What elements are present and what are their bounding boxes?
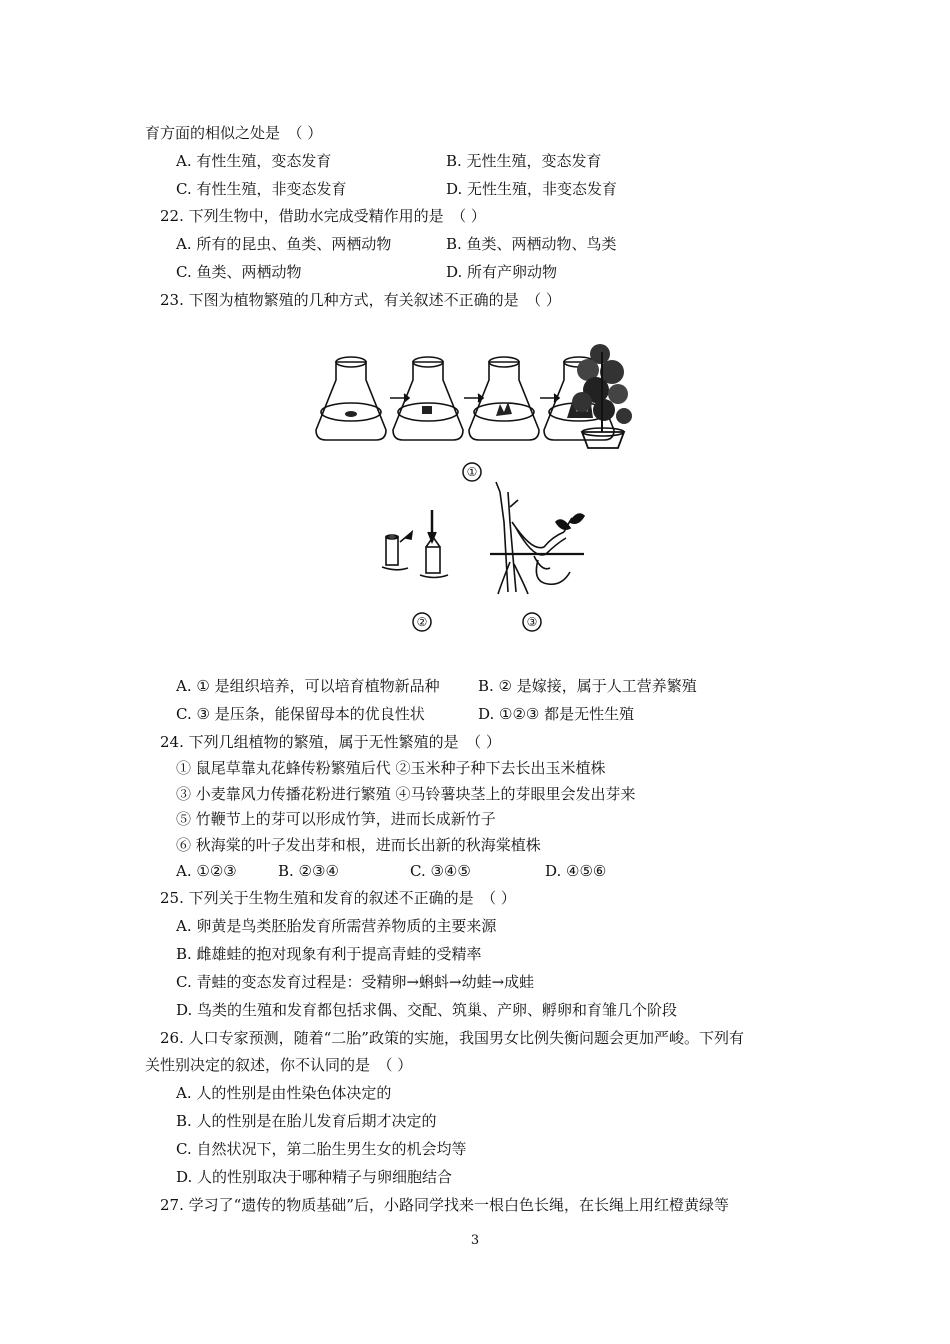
q26-stem-line2: 关性别决定的叙述，你不认同的是 （ ） [145, 1056, 413, 1074]
q25-option-a: A. 卵黄是鸟类胚胎发育所需营养物质的主要来源 [176, 917, 497, 935]
q21-option-b: B. 无性生殖，变态发育 [446, 152, 602, 170]
q24-item-3: ⑤ 竹鞭节上的芽可以形成竹笋，进而长成新竹子 [176, 810, 496, 828]
q23-option-d: D. ①②③ 都是无性生殖 [478, 705, 635, 723]
figure-label-3: ③ [526, 615, 538, 629]
q26-option-a: A. 人的性别是由性染色体决定的 [176, 1084, 392, 1102]
layering-illustration [490, 482, 584, 594]
q24-option-d: D. ④⑤⑥ [545, 862, 607, 880]
q25-stem: 25. 下列关于生物生殖和发育的叙述不正确的是 （ ） [160, 889, 516, 907]
q25-option-d: D. 鸟类的生殖和发育都包括求偶、交配、筑巢、产卵、孵卵和育雏几个阶段 [176, 1001, 678, 1019]
plant-propagation-figure [312, 332, 642, 637]
q22-stem: 22. 下列生物中，借助水完成受精作用的是 （ ） [160, 207, 486, 225]
q25-option-c: C. 青蛙的变态发育过程是：受精卵→蝌蚪→幼蛙→成蛙 [176, 973, 535, 991]
q23-option-a: A. ① 是组织培养，可以培育植物新品种 [176, 677, 440, 695]
q21-option-a: A. 有性生殖，变态发育 [176, 152, 332, 170]
q24-item-2: ③ 小麦靠风力传播花粉进行繁殖 ④马铃薯块茎上的芽眼里会发出芽来 [176, 785, 636, 803]
grafting-illustration [382, 510, 448, 578]
q27-stem-line1: 27. 学习了“遗传的物质基础”后，小路同学找来一根白色长绳，在长绳上用红橙黄绿等 [160, 1196, 729, 1214]
q24-item-1: ① 鼠尾草靠丸花蜂传粉繁殖后代 ②玉米种子种下去长出玉米植株 [176, 759, 606, 777]
q24-option-a: A. ①②③ [176, 862, 237, 880]
q24-stem: 24. 下列几组植物的繁殖，属于无性繁殖的是 （ ） [160, 733, 501, 751]
potted-plant [572, 344, 632, 448]
q21-option-d: D. 无性生殖，非变态发育 [446, 180, 618, 198]
q24-item-4: ⑥ 秋海棠的叶子发出芽和根，进而长出新的秋海棠植株 [176, 836, 541, 854]
q26-option-b: B. 人的性别是在胎儿发育后期才决定的 [176, 1112, 437, 1130]
q21-stem-tail: 育方面的相似之处是 （ ） [145, 124, 323, 142]
q22-option-a: A. 所有的昆虫、鱼类、两栖动物 [176, 235, 392, 253]
q22-option-d: D. 所有产卵动物 [446, 263, 558, 281]
q26-stem-line1: 26. 人口专家预测，随着“二胎”政策的实施，我国男女比例失衡问题会更加严峻。下列有 [160, 1029, 744, 1047]
figure-label-2: ② [416, 615, 428, 629]
page-number: 3 [470, 1233, 480, 1248]
q24-option-b: B. ②③④ [278, 862, 339, 880]
flask-1 [316, 357, 386, 440]
q25-option-b: B. 雌雄蛙的抱对现象有利于提高青蛙的受精率 [176, 945, 482, 963]
q22-option-c: C. 鱼类、两栖动物 [176, 263, 302, 281]
figure-label-1: ① [466, 465, 478, 479]
q26-option-c: C. 自然状况下，第二胎生男生女的机会均等 [176, 1140, 467, 1158]
q22-option-b: B. 鱼类、两栖动物、鸟类 [446, 235, 617, 253]
q23-stem: 23. 下图为植物繁殖的几种方式，有关叙述不正确的是 （ ） [160, 291, 561, 309]
q24-option-c: C. ③④⑤ [410, 862, 471, 880]
q21-option-c: C. 有性生殖，非变态发育 [176, 180, 347, 198]
q23-option-c: C. ③ 是压条，能保留母本的优良性状 [176, 705, 425, 723]
q23-option-b: B. ② 是嫁接，属于人工营养繁殖 [478, 677, 697, 695]
q26-option-d: D. 人的性别取决于哪种精子与卵细胞结合 [176, 1168, 453, 1186]
plant-propagation-illustration [312, 332, 642, 637]
